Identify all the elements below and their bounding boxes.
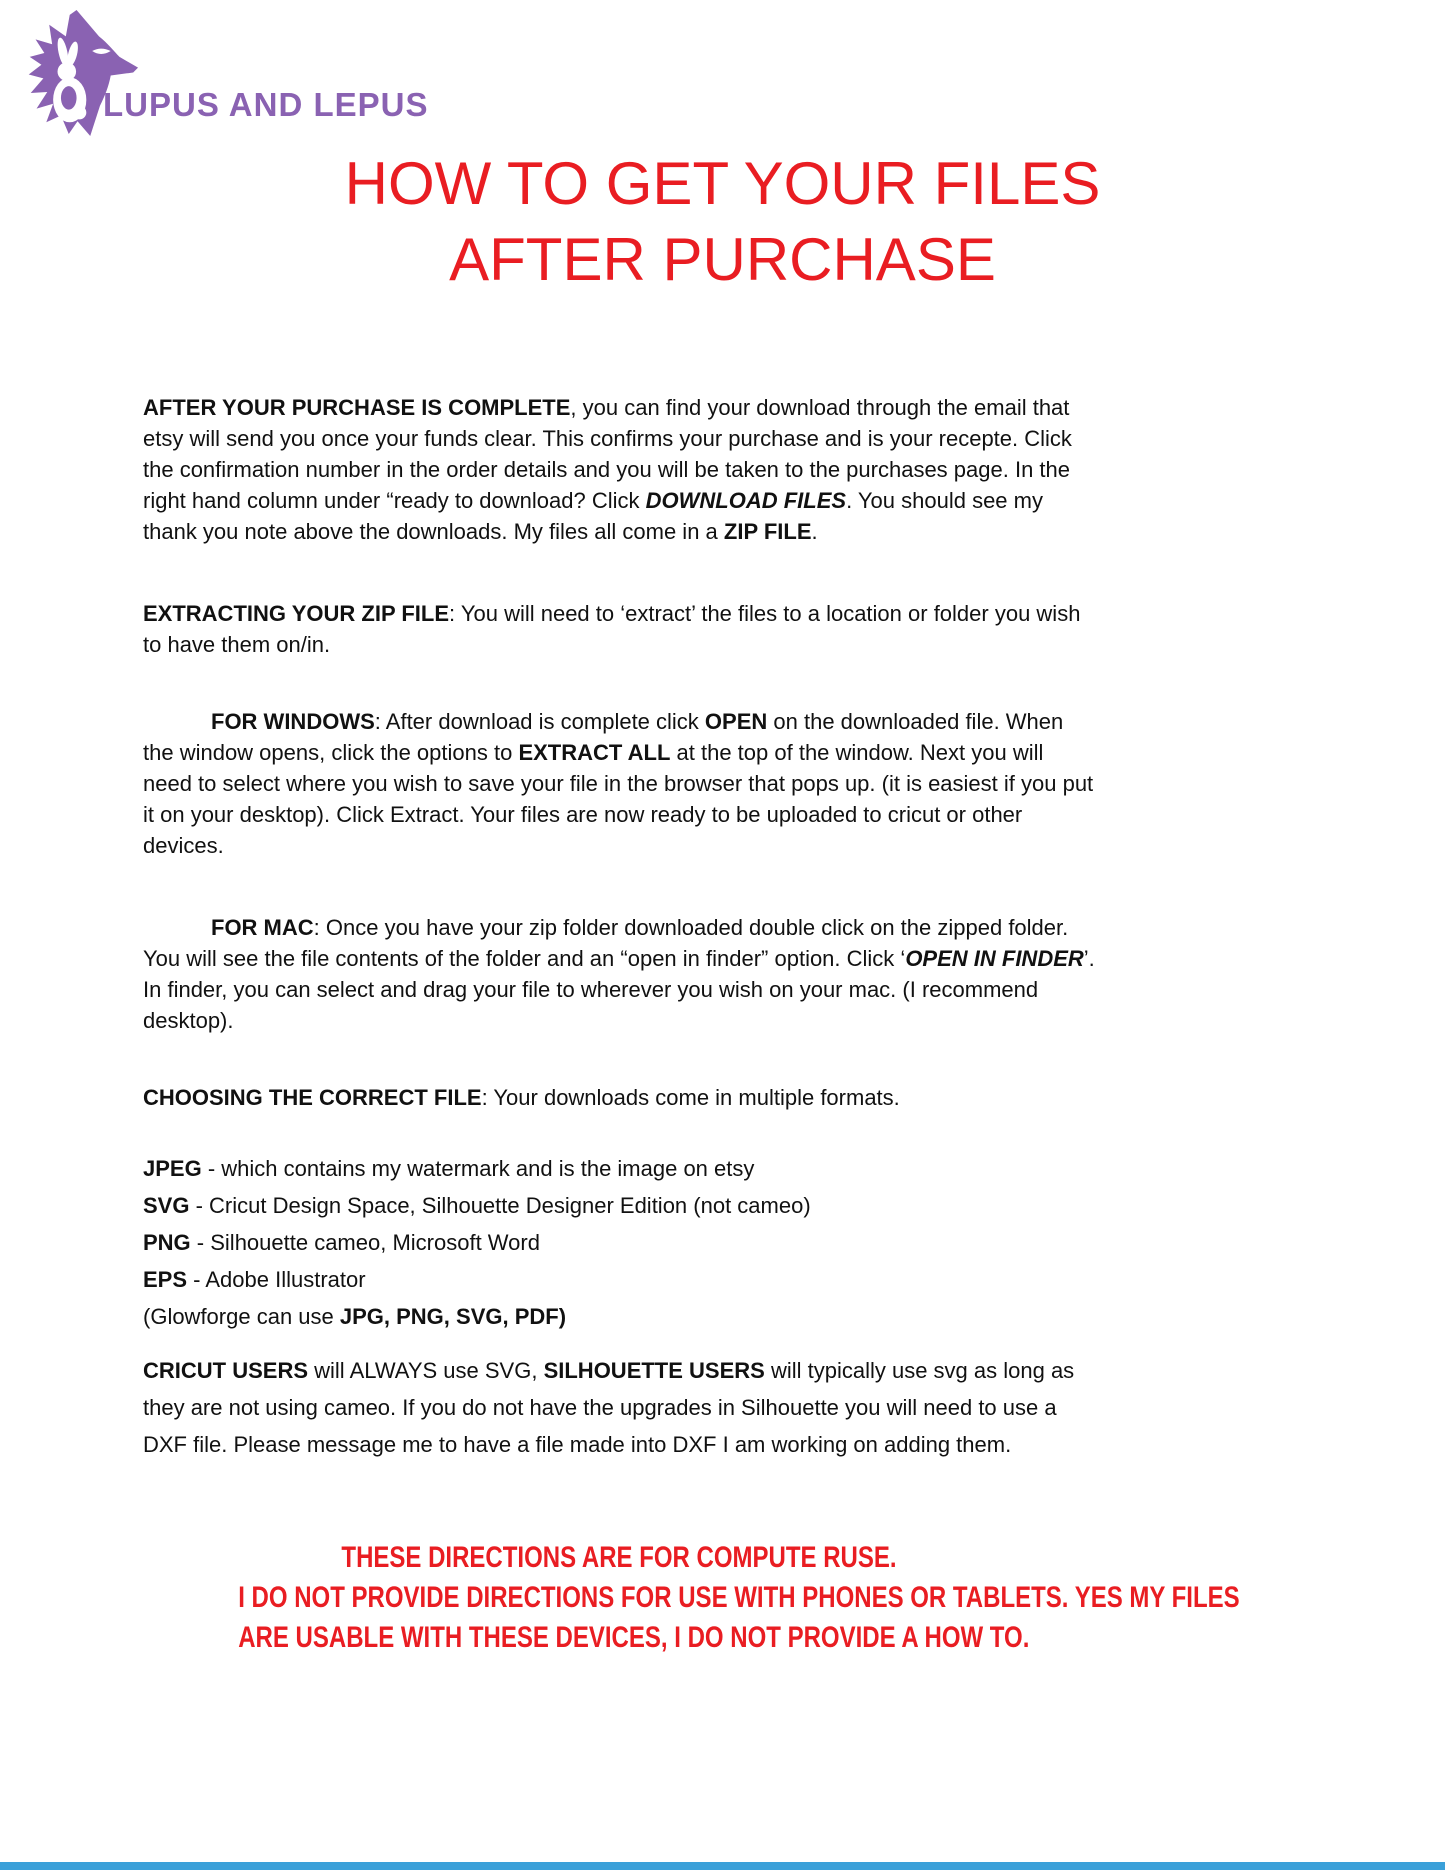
title-line-2: AFTER PURCHASE: [449, 226, 996, 293]
footer-bar: [0, 1862, 1445, 1870]
format-item-eps: EPS - Adobe Illustrator: [143, 1267, 366, 1292]
format-list: [143, 1150, 1095, 1335]
format-item-svg: SVG - Cricut Design Space, Silhouette Designer Edition (not cameo): [143, 1193, 811, 1218]
notice-line-2: I DO NOT PROVIDE DIRECTIONS FOR USE WITH PHONES OR TABLETS. YES MY FILES: [238, 1581, 1240, 1614]
format-item-png: PNG - Silhouette cameo, Microsoft Word: [143, 1230, 540, 1255]
format-item-jpeg: JPEG - which contains my watermark and is the image on etsy: [143, 1156, 755, 1181]
title-line-1: HOW TO GET YOUR FILES: [344, 150, 1101, 217]
paragraph-after-purchase: AFTER YOUR PURCHASE IS COMPLETE, you can find your download through the email that etsy will send you once your funds clear. This confirms your purchase and is your recepte. Click the confirmation number in the order details and you will be taken to the purchases page. In the right hand column under “ready to download? Click DOWNLOAD FILES. You should see my thank you note above the downloads. My files all come in a ZIP FILE.: [143, 395, 1072, 544]
paragraph-extracting-zip: EXTRACTING YOUR ZIP FILE: You will need to ‘extract’ the files to a location or folder you wish to have them on/in.: [143, 601, 1081, 657]
notice-line-3: ARE USABLE WITH THESE DEVICES, I DO NOT PROVIDE A HOW TO.: [238, 1621, 1030, 1654]
notice-line-1: THESE DIRECTIONS ARE FOR COMPUTE RUSE.: [341, 1541, 897, 1574]
paragraph-cricut-users: CRICUT USERS will ALWAYS use SVG, SILHOUETTE USERS will typically use svg as long as they are not using cameo. If you do not have the upgrades in Silhouette you will need to use a DXF file. Please message me to have a file made into DXF I am working on adding them.: [143, 1358, 1075, 1457]
notice-block: [238, 1538, 1240, 1658]
paragraph-choosing-file: CHOOSING THE CORRECT FILE: Your downloads come in multiple formats.: [143, 1085, 900, 1110]
format-item-glowforge: (Glowforge can use JPG, PNG, SVG, PDF): [143, 1304, 567, 1329]
page-title: [0, 146, 1445, 298]
paragraph-for-mac: FOR MAC: Once you have your zip folder downloaded double click on the zipped folder. You will see the file contents of the folder and an “open in finder” option. Click ‘OPEN IN FINDER’. In finder, you can select and drag your file to wherever you wish on your mac. (I recommend desktop).: [143, 915, 1095, 1033]
paragraph-for-windows: FOR WINDOWS: After download is complete click OPEN on the downloaded file. When the window opens, click the options to EXTRACT ALL at the top of the window. Next you will need to select where you wish to save your file in the browser that pops up. (it is easiest if you put it on your desktop). Click Extract. Your files are now ready to be uploaded to cricut or other devices.: [143, 709, 1094, 858]
brand-name: LUPUS AND LEPUS: [103, 86, 429, 123]
